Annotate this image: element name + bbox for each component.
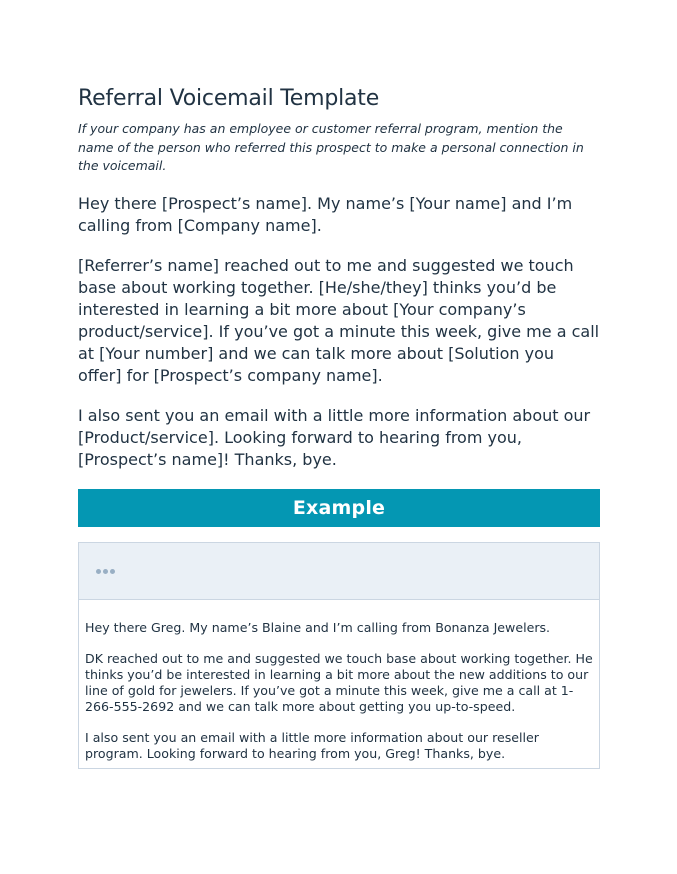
example-paragraph-closing: I also sent you an email with a little more information about our reseller program. Looking forward to hearing from you, Greg! Thanks, bye. xyxy=(85,729,539,761)
dot xyxy=(96,569,101,574)
example-banner: Example xyxy=(78,489,600,527)
template-paragraph-closing: I also sent you an email with a little more information about our [Product/service]. Looking forward to hearing from you, [Prospect’s name]! Thanks, bye. xyxy=(78,405,591,469)
example-card xyxy=(78,542,600,769)
page-title: Referral Voicemail Template xyxy=(78,86,380,111)
template-paragraph-referral: [Referrer’s name] reached out to me and suggested we touch base about working together. [He/she/they] thinks you’d be interested in learning a bit more about [Your company’s product/service]. If you’ve got a minute this week, give me a call at [Your number] and we can talk more about [Solution you offer] for [Prospect’s company name]. xyxy=(78,255,600,385)
template-paragraph-greeting: Hey there [Prospect’s name]. My name’s [Your name] and I’m calling from [Company name]. xyxy=(78,193,573,235)
dot xyxy=(103,569,108,574)
example-card-body xyxy=(79,600,599,768)
dot xyxy=(110,569,115,574)
example-paragraph-referral: DK reached out to me and suggested we touch base about working together. He thinks you’d be interested in learning a bit more about the new additions to our line of gold for jewelers. If you’ve got a minute this week, give me a call at 1-266-555-2692 and we can talk more about getting you up-to-speed. xyxy=(85,650,593,714)
document-page xyxy=(78,84,600,769)
example-card-header xyxy=(79,543,599,600)
intro-note: If your company has an employee or customer referral program, mention the name of the person who referred this prospect to make a personal connection in the voicemail. xyxy=(78,121,584,173)
more-dots-icon xyxy=(96,569,115,574)
example-paragraph-greeting: Hey there Greg. My name’s Blaine and I’m calling from Bonanza Jewelers. xyxy=(85,619,551,635)
